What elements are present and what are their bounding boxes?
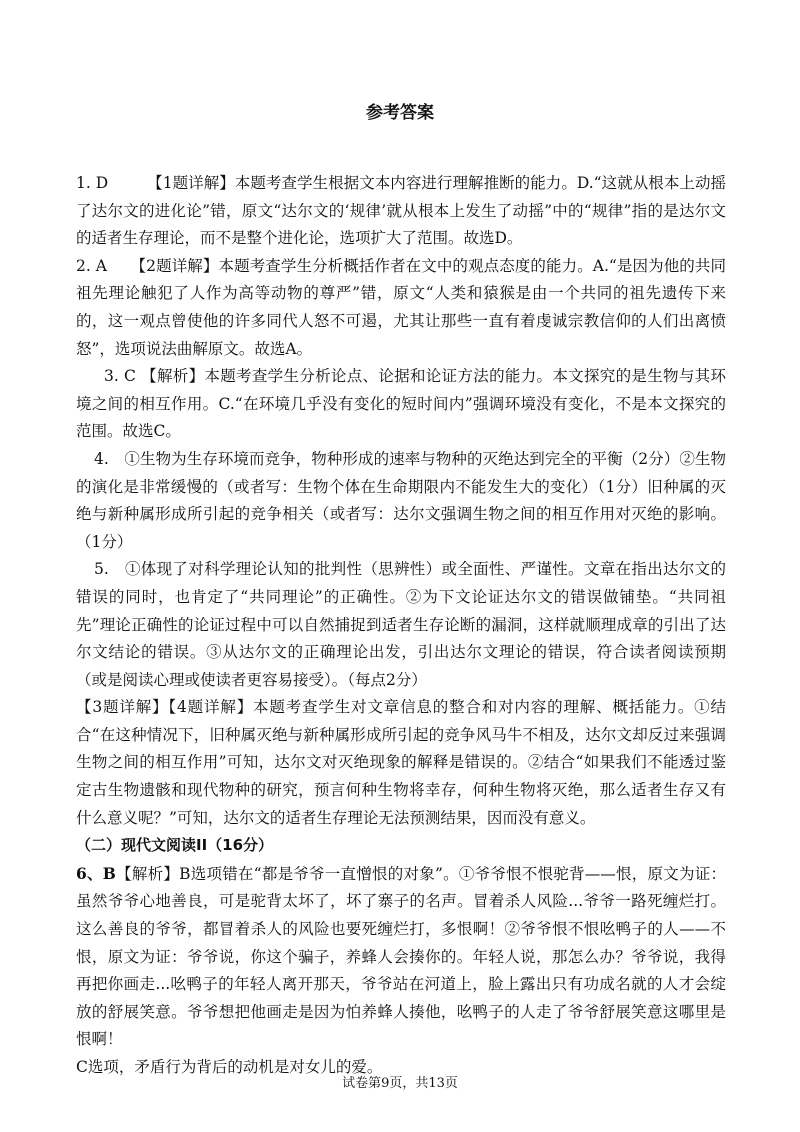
answer-6 [76, 860, 726, 1054]
answer-4: 4. ①生物为生存环境而竞争，物种形成的速率与物种的灭绝达到完全的平衡（2分）②生物的演化是非常缓慢的（或者写：生物个体在生命期限内不能发生大的变化）（1分）旧种属的灭绝与新种属形成所引起的竞争相关（或者写：达尔文强调生物之间的相互作用对灭绝的影响。（1分） [76, 449, 726, 551]
section-heading: （二）现代文阅读II（16分） [76, 836, 274, 855]
answer-6-label: 6、B [76, 863, 116, 883]
answer-3: 3. C 【解析】本题考查学生分析论点、论据和论证方法的能力。本文探究的是生物与其环境之间的相互作用。C.“在环境几乎没有变化的短时间内”强调环境没有变化，不是本文探究的范围。故选C。 [76, 367, 726, 441]
answer-6-option-c: C选项，矛盾行为背后的动机是对女儿的爱。 [76, 1058, 383, 1076]
answer-body [76, 170, 726, 1082]
page-footer: 试卷第9页，共13页 [342, 1076, 458, 1091]
page-title: 参考答案 [366, 103, 434, 123]
answer-3-4-explanation: 【3题详解】【4题详解】本题考查学生对文章信息的整合和对内容的理解、概括能力。①结合“在这种情况下，旧种属灭绝与新种属形成所引起的竞争风马牛不相及，达尔文却反过来强调生物之间的相互作用”可知，达尔文对灭绝现象的解释是错误的。②结合“如果我们不能透过鉴定古生物遗骸和现代物种的研究，预言何种生物将幸存，何种生物将灭绝，那么适者生存又有什么意义呢？”可知，达尔文的适者生存理论无法预测结果，因而没有意义。 [76, 698, 726, 827]
answer-6-text: 【解析】B选项错在“都是爷爷一直憎恨的对象”。①爷爷恨不恨驼背——恨，原文为证：虽然爷爷心地善良，可是驼背太坏了，坏了寨子的名声。冒着杀人风险...爷爷一路死缠烂打。这么善良的爷爷，都冒着杀人的风险也要死缠烂打，多恨啊！②爷爷恨不恨吆鸭子的人——不恨，原文为证：爷爷说，你这个骗子，养蜂人会揍你的。年轻人说，那怎么办？爷爷说，我得再把你画走...吆鸭子的年轻人离开那天，爷爷站在河道上，脸上露出只有功成名就的人才会绽放的舒展笑意。爷爷想把他画走是因为怕养蜂人揍他，吆鸭子的人走了爷爷舒展笑意这哪里是恨啊！ [76, 864, 726, 1049]
answer-5: 5. ①体现了对科学理论认知的批判性（思辨性）或全面性、严谨性。文章在指出达尔文的错误的同时，也肯定了“共同理论”的正确性。②为下文论证达尔文的错误做铺垫。“共同祖先”理论正确性的论证过程中可以自然捕捉到适者生存论断的漏洞，这样就顺理成章的引出了达尔文结论的错误。③从达尔文的正确理论出发，引出达尔文理论的错误，符合读者阅读预期（或是阅读心理或使读者更容易接受）。（每点2分） [76, 560, 726, 689]
answer-1: 1. D 【1题详解】本题考查学生根据文本内容进行理解推断的能力。D.“这就从根本上动摇了达尔文的进化论”错，原文“达尔文的‘规律’就从根本上发生了动摇”中的“规律”指的是达尔文的适者生存理论，而不是整个进化论，选项扩大了范围。故选D。 [76, 174, 726, 248]
answer-2: 2. A 【2题详解】本题考查学生分析概括作者在文中的观点态度的能力。A.“是因为他的共同祖先理论触犯了人作为高等动物的尊严”错，原文“人类和猿猴是由一个共同的祖先遗传下来的，这一观点曾使他的许多同代人怒不可遏，尤其让那些一直有着虔诚宗教信仰的人们出离愤怒”，选项说法曲解原文。故选A。 [76, 256, 726, 358]
